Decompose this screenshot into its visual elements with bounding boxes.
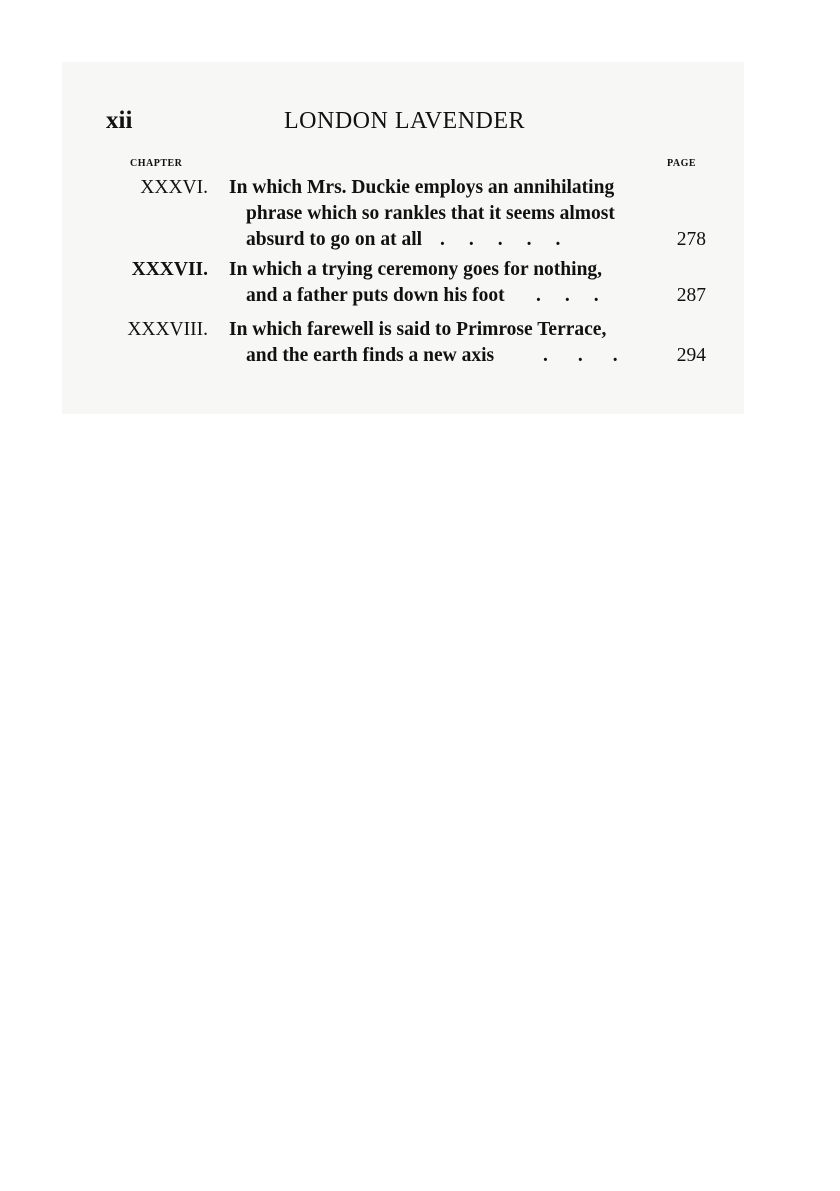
page-column-label: PAGE (667, 158, 697, 169)
chapter-title-line-text: and the earth finds a new axis (246, 345, 495, 366)
page-reference: 278 (676, 229, 706, 250)
dot-leader: ..... (440, 229, 585, 250)
chapter-column-label: CHAPTER (130, 158, 183, 169)
chapter-title-line: In which Mrs. Duckie employs an annihilating (229, 177, 615, 198)
chapter-number: XXXVIII. (127, 319, 208, 340)
chapter-title-line-text: absurd to go on at all (246, 229, 423, 250)
dot-leader: ... (536, 285, 623, 306)
chapter-number: XXXVI. (140, 177, 208, 198)
chapter-title-line: In which a trying ceremony goes for nothing, (229, 259, 603, 280)
chapter-title-line (229, 227, 654, 253)
dot-leader: ... (543, 345, 648, 366)
page-reference: 294 (676, 345, 706, 366)
chapter-title-line (229, 343, 654, 369)
chapter-title (229, 317, 654, 369)
chapter-title-line: phrase which so rankles that it seems almost (246, 203, 615, 224)
chapter-title (229, 175, 654, 253)
chapter-title (229, 257, 654, 309)
page-number: xii (106, 107, 133, 134)
page-reference: 287 (676, 285, 706, 306)
chapter-title-line: In which farewell is said to Primrose Terrace, (229, 319, 607, 340)
running-head: LONDON LAVENDER (284, 108, 526, 134)
chapter-number: XXXVII. (131, 259, 208, 280)
chapter-title-line-text: and a father puts down his foot (246, 285, 505, 306)
chapter-title-line (229, 283, 654, 309)
